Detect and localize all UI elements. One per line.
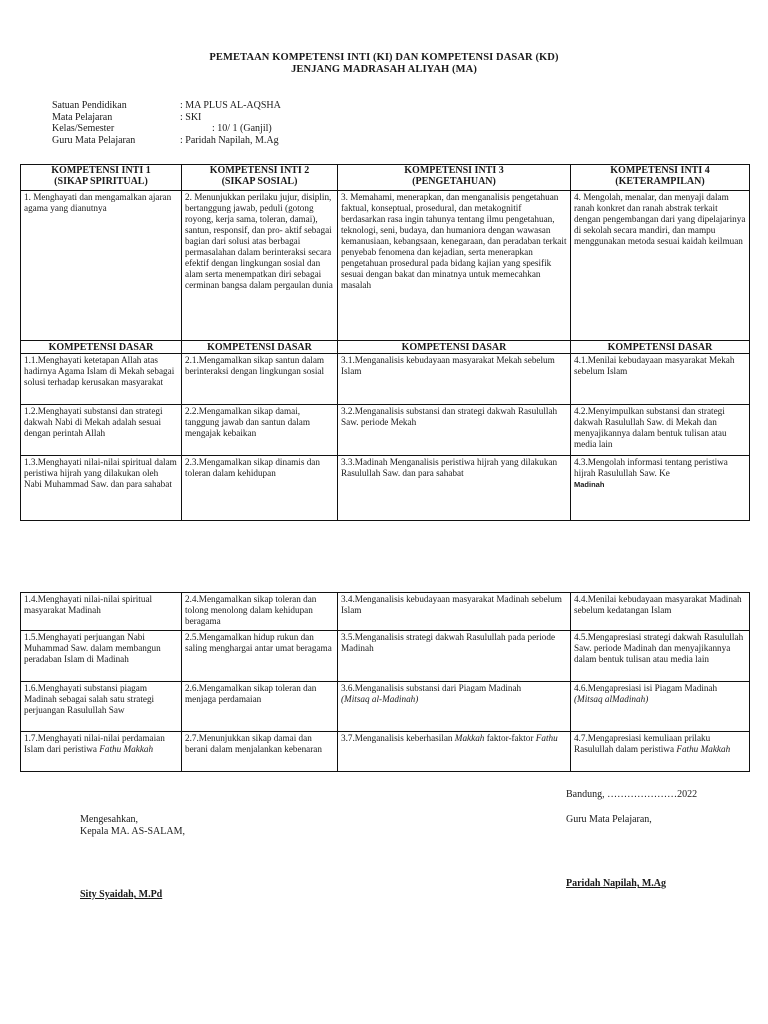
kd-2-7: 2.7.Menunjukkan sikap damai dan berani dalam menjalankan kebenaran <box>182 732 338 772</box>
kd-header-1: KOMPETENSI DASAR <box>21 341 182 354</box>
guru-signature-label: Guru Mata Pelajaran, <box>566 814 652 825</box>
table-row <box>21 631 750 682</box>
kd-3-7-italic-a: Makkah <box>454 733 485 743</box>
ki4-text: 4. Mengolah, menalar, dan menyaji dalam ranah konkret dan ranah abstrak terkait dengan pengembangan dari yang dipelajarinya di sekolah secara mandiri, dan mampu menggunakan metoda sesuai kaidah keilmuan <box>571 191 750 341</box>
satuan-label: Satuan Pendidikan <box>52 100 127 111</box>
kd-1-5: 1.5.Menghayati perjuangan Nabi Muhammad Saw. dalam membangun peradaban Islam di Madinah <box>21 631 182 682</box>
place-date: Bandung, …………………2022 <box>566 789 698 800</box>
kd-3-7-mid: faktor-faktor <box>484 733 536 743</box>
info-row-guru <box>52 135 752 147</box>
kd-1-1: 1.1.Menghayati ketetapan Allah atas hadirnya Agama Islam di Mekah sebagai solusi terhadap kerusakan masyarakat <box>21 354 182 405</box>
satuan-value: : MA PLUS AL-AQSHA <box>180 100 281 111</box>
ki-kd-table-page2 <box>20 592 750 772</box>
kd-3-6: 3.6.Menganalisis substansi dari Piagam Madinah (Mitsaq al-Madinah) <box>338 682 571 732</box>
guru-label: Guru Mata Pelajaran <box>52 134 136 146</box>
kd-3-3: 3.3.Madinah Menganalisis peristiwa hijrah yang dilakukan Rasulullah Saw. dan para sahabat <box>338 456 571 521</box>
table-row <box>21 593 750 631</box>
kd-4-5: 4.5.Mengapresiasi strategi dakwah Rasulullah Saw. periode Madinah dan menyajikannya dalam bentuk tulisan atau media lain <box>571 631 750 682</box>
kd-3-1: 3.1.Menganalisis kebudayaan masyarakat Mekah sebelum Islam <box>338 354 571 405</box>
mengesahkan-label: Mengesahkan, <box>80 814 139 825</box>
info-row-mapel <box>52 112 752 124</box>
kd-1-7-italic: Fathu Makkah <box>99 744 154 754</box>
table-row <box>21 354 750 405</box>
ki4-header: KOMPETENSI INTI 4 (KETERAMPILAN) <box>571 165 750 191</box>
kelas-value: : 10/ 1 (Ganjil) <box>212 123 272 134</box>
kd-4-3-note: Madinah <box>574 480 605 489</box>
kd-2-1: 2.1.Mengamalkan sikap santun dalam berinteraksi dengan lingkungan sosial <box>182 354 338 405</box>
kd-2-5: 2.5.Mengamalkan hidup rukun dan saling menghargai antar umat beragama <box>182 631 338 682</box>
kd-3-7: 3.7.Menganalisis keberhasilan Makkah faktor-faktor Fathu <box>338 732 571 772</box>
ki3-text: 3. Memahami, menerapkan, dan menganalisis pengetahuan faktual, konseptual, prosedural, dan metakognitif berdasarkan rasa ingin tahunya tentang ilmu pengetahuan, teknologi, seni, budaya, dan humaniora dengan wawasan kemanusiaan, kebangsaan, kenegaraan, dan peradaban terkait penyebab fenomena dan kejadian, serta menerapkan pengetahuan prosedural pada bidang kajian yang spesifik sesuai dengan bakat dan minatnya untuk memecahkan masalah <box>338 191 571 341</box>
info-row-satuan <box>52 100 752 112</box>
kd-2-3: 2.3.Mengamalkan sikap dinamis dan toleran dalam kehidupan <box>182 456 338 521</box>
ki1-text: 1. Menghayati dan mengamalkan ajaran agama yang dianutnya <box>21 191 182 341</box>
guru-signature-name: Paridah Napilah, M.Ag <box>566 878 667 889</box>
kd-1-3: 1.3.Menghayati nilai-nilai spiritual dalam peristiwa hijrah yang dilakukan oleh Nabi Muhammad Saw. dan para sahabat <box>21 456 182 521</box>
kd-2-2: 2.2.Mengamalkan sikap damai, tanggung jawab dan santun dalam mengajak kebaikan <box>182 405 338 456</box>
table-row <box>21 682 750 732</box>
kd-3-7-italic-b: Fathu <box>535 733 558 743</box>
table-row <box>21 732 750 772</box>
ki-header-row <box>21 165 750 191</box>
mapel-value: : SKI <box>180 111 202 123</box>
ki2-header: KOMPETENSI INTI 2 (SIKAP SOSIAL) <box>182 165 338 191</box>
kd-4-6-italic: (Mitsaq alMadinah) <box>574 694 649 704</box>
ki-kd-table-page1 <box>20 164 750 521</box>
kd-1-2: 1.2.Menghayati substansi dan strategi dakwah Nabi di Mekah adalah sesuai dengan perintah Allah <box>21 405 182 456</box>
kd-4-6: 4.6.Mengapresiasi isi Piagam Madinah (Mitsaq alMadinah) <box>571 682 750 732</box>
kd-1-6: 1.6.Menghayati substansi piagam Madinah sebagai salah satu strategi perjuangan Rasulullah Saw <box>21 682 182 732</box>
table-row <box>21 405 750 456</box>
kd-header-3: KOMPETENSI DASAR <box>338 341 571 354</box>
kelas-label: Kelas/Semester <box>52 123 115 134</box>
kd-4-7: 4.7.Mengapresiasi kemuliaan prilaku Rasulullah dalam peristiwa Fathu Makkah <box>571 732 750 772</box>
mapel-label: Mata Pelajaran <box>52 111 113 123</box>
kd-2-6: 2.6.Mengamalkan sikap toleran dan menjaga perdamaian <box>182 682 338 732</box>
ki3-header: KOMPETENSI INTI 3 (PENGETAHUAN) <box>338 165 571 191</box>
document-title: PEMETAAN KOMPETENSI INTI (KI) DAN KOMPETENSI DASAR (KD) <box>209 52 559 63</box>
kd-3-4: 3.4.Menganalisis kebudayaan masyarakat Madinah sebelum Islam <box>338 593 571 631</box>
guru-value: : Paridah Napilah, M.Ag <box>180 134 279 146</box>
kd-4-7-italic: Fathu Makkah <box>676 744 731 754</box>
kd-4-3: 4.3.Mengolah informasi tentang peristiwa hijrah Rasulullah Saw. Ke Madinah <box>571 456 750 521</box>
ki1-header: KOMPETENSI INTI 1 (SIKAP SPIRITUAL) <box>21 165 182 191</box>
kd-3-5: 3.5.Menganalisis strategi dakwah Rasulullah pada periode Madinah <box>338 631 571 682</box>
kd-4-2: 4.2.Menyimpulkan substansi dan strategi dakwah Rasulullah Saw. di Mekah dan menyajikannya dalam bentuk tulisan atau media lain <box>571 405 750 456</box>
kd-1-7: 1.7.Menghayati nilai-nilai perdamaian Islam dari peristiwa Fathu Makkah <box>21 732 182 772</box>
kd-header-row <box>21 341 750 354</box>
kd-3-2: 3.2.Menganalisis substansi dan strategi dakwah Rasulullah Saw. periode Mekah <box>338 405 571 456</box>
kepala-signature-name: Sity Syaidah, M.Pd <box>80 889 163 900</box>
kd-4-1: 4.1.Menilai kebudayaan masyarakat Mekah sebelum Islam <box>571 354 750 405</box>
kd-header-2: KOMPETENSI DASAR <box>182 341 338 354</box>
kd-1-4: 1.4.Menghayati nilai-nilai spiritual masyarakat Madinah <box>21 593 182 631</box>
info-block <box>52 100 752 146</box>
info-row-kelas <box>52 123 752 135</box>
kd-3-6-italic: (Mitsaq al-Madinah) <box>341 694 419 704</box>
table-row <box>21 456 750 521</box>
ki-text-row <box>21 191 750 341</box>
ki2-text: 2. Menunjukkan perilaku jujur, disiplin, bertanggung jawab, peduli (gotong royong, kerja sama, toleran, damai), santun, responsif, dan pro- aktif sebagai bagian dari solusi atas berbagai permasalahan dalam berinteraksi secara efektif dengan lingkungan sosial dan alam serta menempatkan diri sebagai cerminan bangsa dalam pergaulan dunia <box>182 191 338 341</box>
kd-header-4: KOMPETENSI DASAR <box>571 341 750 354</box>
kd-4-4: 4.4.Menilai kebudayaan masyarakat Madinah sebelum kedatangan Islam <box>571 593 750 631</box>
kepala-label: Kepala MA. AS-SALAM, <box>80 826 185 837</box>
document-subtitle: JENJANG MADRASAH ALIYAH (MA) <box>291 64 477 75</box>
kd-2-4: 2.4.Mengamalkan sikap toleran dan tolong menolong dalam kehidupan beragama <box>182 593 338 631</box>
